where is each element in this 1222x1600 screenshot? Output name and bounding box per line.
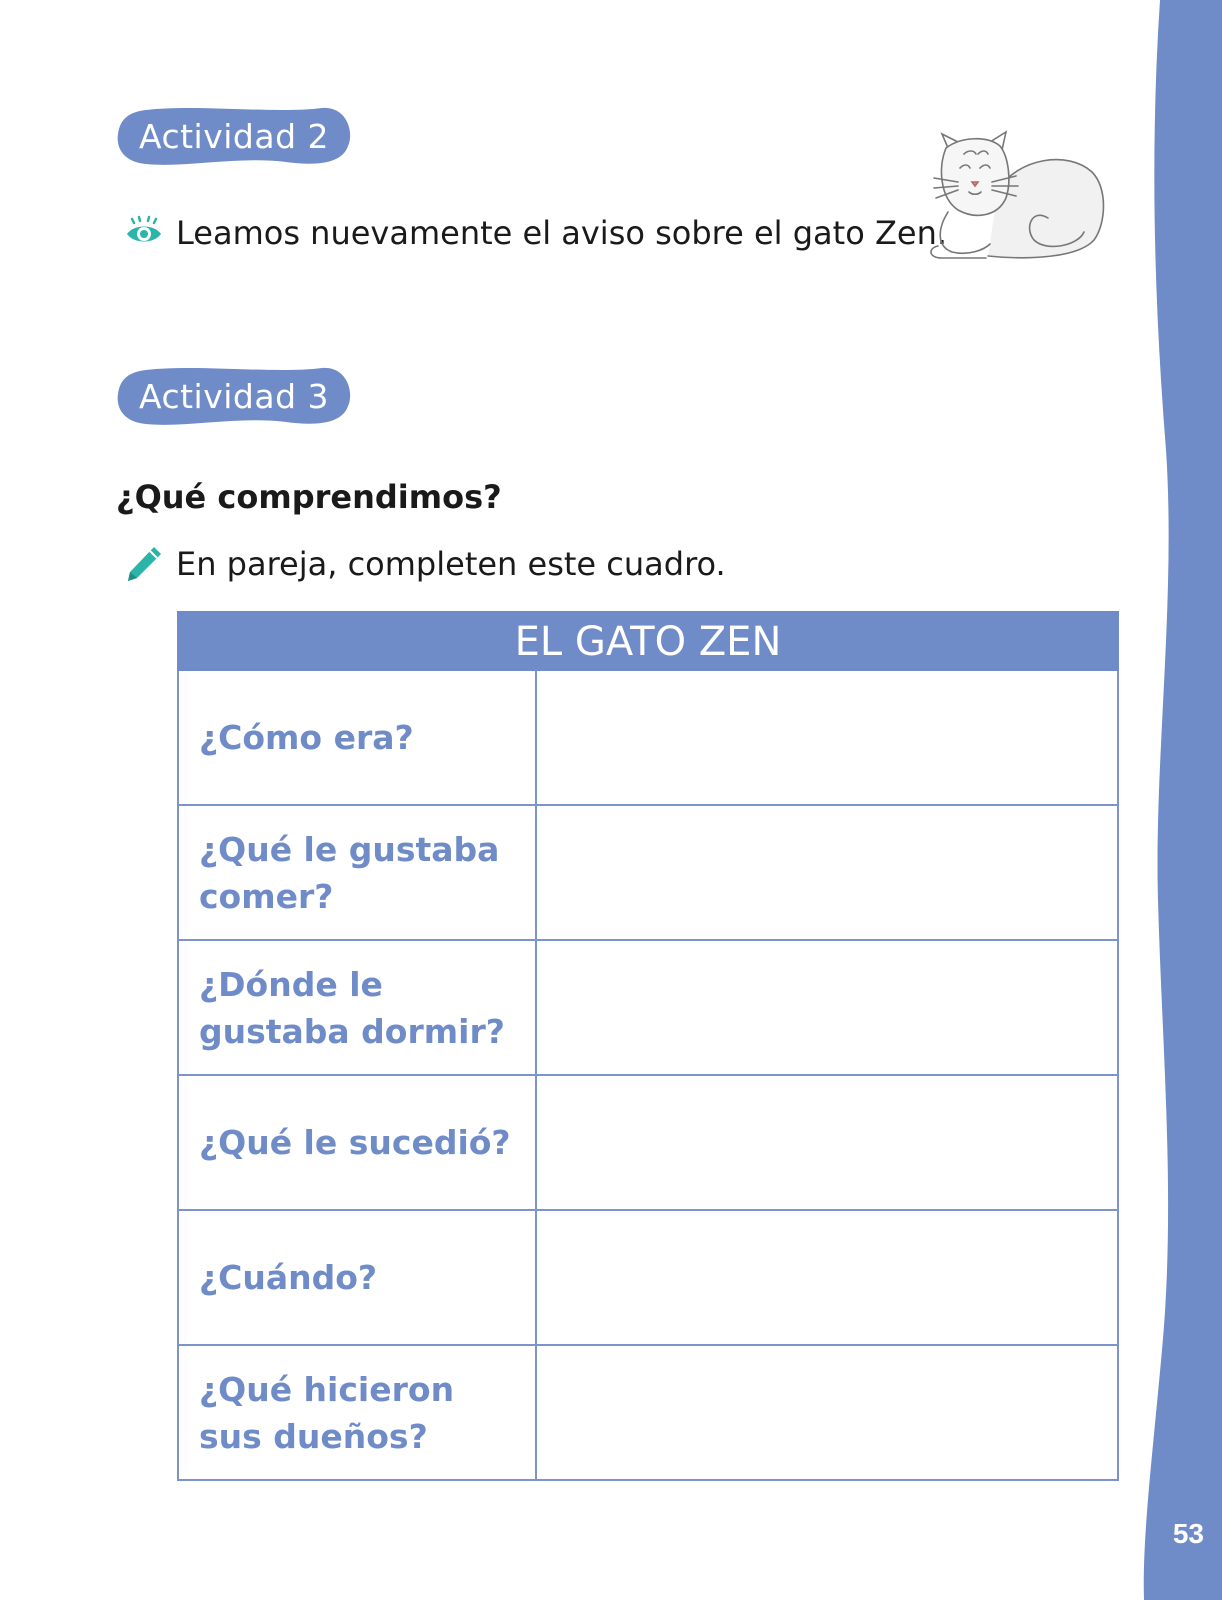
table-row [177, 806, 1119, 941]
table-row [177, 1346, 1119, 1481]
eye-icon [124, 213, 164, 253]
table-row [177, 1076, 1119, 1211]
table-row [177, 941, 1119, 1076]
table-answer-cell[interactable] [537, 1076, 1117, 1209]
table-row [177, 671, 1119, 806]
table-question: ¿Cuándo? [179, 1211, 537, 1344]
read-instruction-text: Leamos nuevamente el aviso sobre el gato Zen. [176, 214, 948, 252]
activity-3-badge [116, 366, 352, 428]
table-question: ¿Qué le sucedió? [179, 1076, 537, 1209]
table-answer-cell[interactable] [537, 1346, 1117, 1479]
page-number: 53 [1172, 1518, 1204, 1549]
activity-2-label: Actividad 2 [138, 117, 330, 156]
section-heading: ¿Qué comprendimos? [116, 478, 502, 516]
write-instruction [124, 544, 726, 584]
table-answer-cell[interactable] [537, 1211, 1117, 1344]
table-question: ¿Dónde le gustaba dormir? [179, 941, 537, 1074]
cat-illustration [928, 128, 1112, 264]
side-band [1132, 0, 1222, 1600]
table-answer-cell[interactable] [537, 671, 1117, 804]
gato-zen-table [177, 611, 1119, 1481]
pencil-icon [124, 544, 164, 584]
table-answer-cell[interactable] [537, 941, 1117, 1074]
table-question: ¿Qué le gustaba comer? [179, 806, 537, 939]
activity-2-badge [116, 106, 352, 168]
table-question: ¿Cómo era? [179, 671, 537, 804]
table-title: EL GATO ZEN [177, 611, 1119, 671]
table-answer-cell[interactable] [537, 806, 1117, 939]
table-row [177, 1211, 1119, 1346]
table-question: ¿Qué hicieron sus dueños? [179, 1346, 537, 1479]
activity-3-label: Actividad 3 [138, 377, 330, 416]
write-instruction-text: En pareja, completen este cuadro. [176, 545, 726, 583]
read-instruction [124, 213, 947, 253]
